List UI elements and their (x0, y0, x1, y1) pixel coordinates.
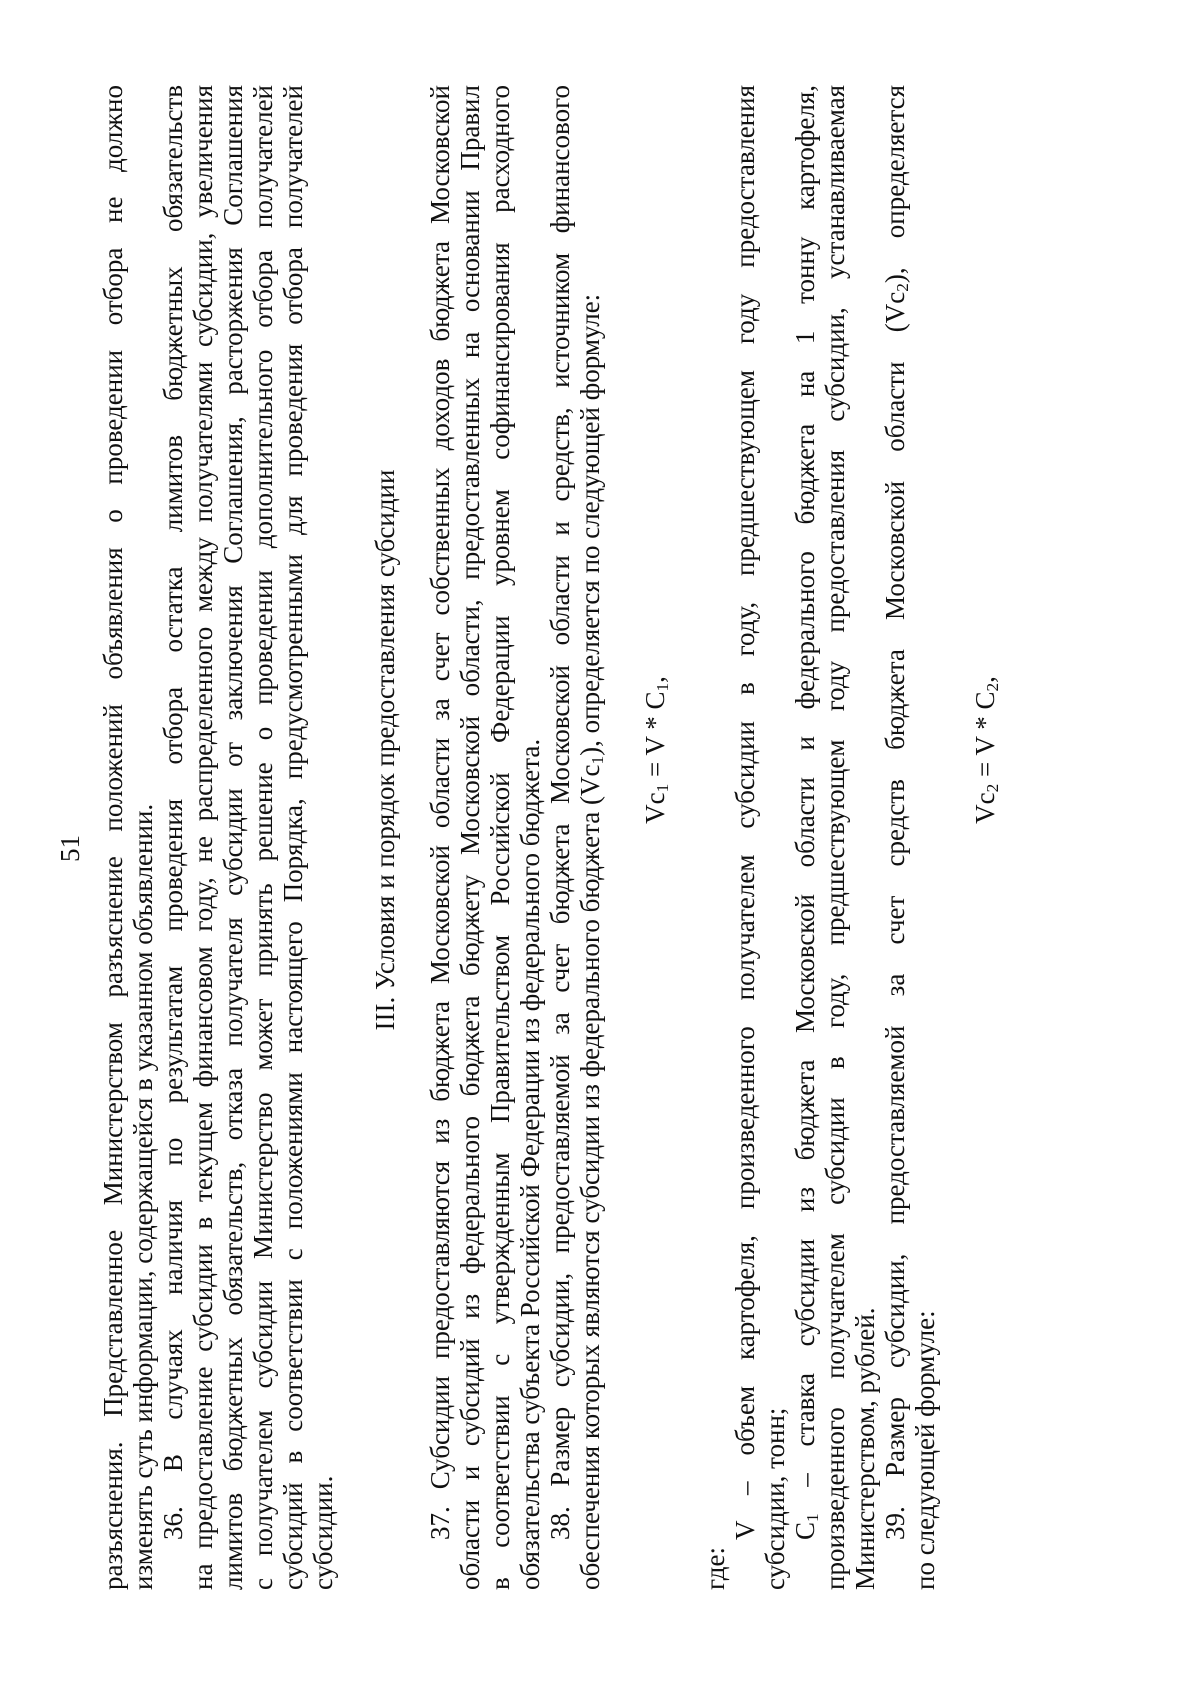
where-label: где: (700, 1547, 730, 1590)
text-run: C (790, 1521, 820, 1540)
paragraph-36-line: 36. В случаях наличия по результатам проведения отбора остатка лимитов бюджетных обязательств (158, 85, 188, 1540)
paragraph-37-line: в соответствии с утвержденным Правительством Российской Федерации уровнем софинансирования расходного (485, 85, 515, 1590)
formula-lhs: Vc (970, 792, 1000, 824)
formula-tail: , (640, 676, 670, 683)
definition-c1-line: Министерством, рублей. (850, 1307, 880, 1590)
text-run: – ставка субсидии из бюджета Московской области и федерального бюджета на 1 тонну картофеля, (790, 85, 820, 1514)
section-block (425, 85, 605, 1590)
text-run: обеспечения которых являются субсидии из федерального бюджета (Vc (575, 764, 605, 1590)
subscript: 2 (982, 783, 1002, 793)
paragraph-39-line (880, 85, 910, 1590)
formula (640, 85, 670, 1590)
definition-c1-line: произведенного получателем субсидии в году, предшествующем году предоставления субсидии, устанавливаемая (820, 85, 850, 1590)
paragraph-38-line: 38. Размер субсидии, предоставляемой за счет бюджета Московской области и средств, источником финансового (545, 85, 575, 1540)
paragraph-39-line: по следующей формуле: (910, 1310, 940, 1590)
paragraph-36-line: с получателем субсидии Министерство может принять решение о проведении дополнительного отбора получателей (248, 85, 278, 1590)
formula-lhs: Vc (640, 792, 670, 824)
subscript: 1 (802, 1513, 822, 1522)
text-run: ), определяется по следующей формуле: (575, 293, 605, 756)
paragraph-36-line: субсидии. (308, 1475, 338, 1590)
paragraph-36-line: на предоставление субсидии в текущем финансовом году, не распределенного между получателями субсидии, увеличения (188, 85, 218, 1590)
formula-tail: , (970, 676, 1000, 683)
definition-v-line: V – объем картофеля, произведенного получателем субсидии в году, предшествующем году предоставления (730, 85, 760, 1540)
section-heading: III. Условия и порядок предоставления субсидии (370, 469, 400, 1031)
paragraph-37-line: обязательства субъекта Российской Федерации из федерального бюджета. (515, 738, 545, 1590)
paragraph-37-line: области и субсидий из федерального бюджета бюджету Московской области, предоставленных на основании Правил (455, 85, 485, 1590)
subscript: 2 (982, 682, 1002, 692)
paragraph-continuation-line: разъяснения. Представленное Министерством разъяснение положений объявления о проведении отбора не должно (98, 85, 128, 1590)
paragraph-38-line (575, 85, 605, 1590)
text-run: ), определяется (880, 84, 910, 284)
definition-v-line: субсидии, тонн; (760, 1407, 790, 1590)
definition-c1-line (790, 85, 820, 1590)
subscript: 2 (892, 283, 912, 292)
formula-operator: = V * C (970, 691, 1000, 784)
section-block (98, 85, 338, 1590)
subscript: 1 (652, 783, 672, 793)
paragraph-37-line: 37. Субсидии предоставляются из бюджета Московской области за счет собственных доходов бюджета Московской (425, 85, 455, 1540)
page-number: 51 (55, 835, 85, 862)
paragraph-continuation-line: изменять суть информации, содержащейся в указанном объявлении. (128, 803, 158, 1590)
subscript: 1 (587, 755, 607, 765)
paragraph-36-line: лимитов бюджетных обязательств, отказа получателя субсидии от заключения Соглашения, расторжения Соглашения (218, 85, 248, 1590)
text-run: 39. Размер субсидии, предоставляемой за счет средств бюджета Московской области (Vc (880, 291, 910, 1540)
formula-operator: = V * C (640, 691, 670, 784)
paragraph-36-line: субсидий в соответствии с положениями настоящего Порядка, предусмотренными для проведения отбора получателей (278, 85, 308, 1590)
subscript: 1 (652, 682, 672, 692)
formula (970, 85, 1000, 1590)
section-block (700, 85, 940, 1590)
